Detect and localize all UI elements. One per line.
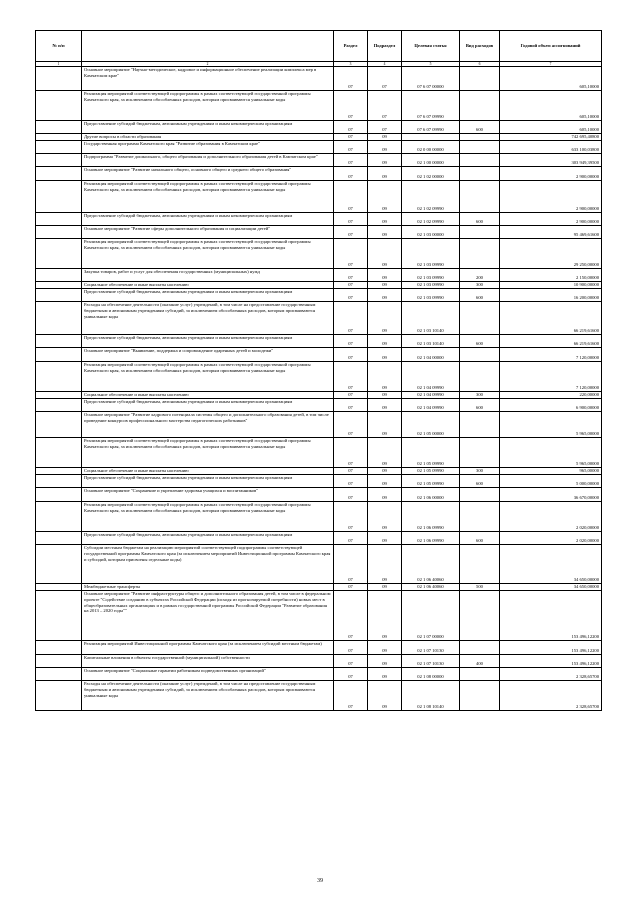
row-amount-cell: 5 000,00000 [500, 475, 602, 488]
row-target-article-cell: 07 6 07 09990 [402, 91, 460, 121]
header-expense-type: Вид расходов [460, 31, 500, 62]
row-num-cell [36, 475, 82, 488]
row-section-cell: 07 [334, 502, 368, 532]
row-amount-cell: 10 900,00000 [500, 282, 602, 289]
row-amount-cell: 95 469,61600 [500, 226, 602, 239]
row-name-cell: Подпрограмма "Развитие дошкольного, общего образования и дополнительного образования детей в Камчатском крае" [82, 154, 334, 167]
row-expense-type-cell [460, 502, 500, 532]
row-target-article-cell: 02 1 05 09990 [402, 438, 460, 468]
row-amount-cell: 303 949,39500 [500, 154, 602, 167]
row-amount-cell: 36 670,00000 [500, 488, 602, 502]
table-row [36, 67, 602, 91]
table-row [36, 584, 602, 591]
row-amount-cell: 16 200,00000 [500, 289, 602, 302]
row-target-article-cell: 02 1 04 09990 [402, 362, 460, 392]
row-name-cell: Капитальные вложения в объекты государственной (муниципальной) собственности [82, 655, 334, 668]
row-subsection-cell: 09 [368, 584, 402, 591]
row-subsection-cell: 09 [368, 475, 402, 488]
table-row [36, 335, 602, 348]
row-num-cell [36, 655, 82, 668]
row-expense-type-cell: 300 [460, 282, 500, 289]
row-num-cell [36, 362, 82, 392]
row-name-cell: Реализация мероприятий соответствующей подпрограммы в рамках соответствующей государственной программы Камчатского края, за исключением обособленных расходов, которым присваиваются уникальные коды [82, 502, 334, 532]
row-num-cell [36, 141, 82, 154]
table-row [36, 348, 602, 362]
row-name-cell: Предоставление субсидий бюджетным, автономным учреждениям и иным некоммерческим организациям [82, 335, 334, 348]
table-row [36, 668, 602, 681]
table-row [36, 141, 602, 154]
row-num-cell [36, 681, 82, 711]
row-section-cell: 07 [334, 468, 368, 475]
row-subsection-cell: 07 [368, 121, 402, 134]
row-target-article-cell: 02 1 06 40060 [402, 584, 460, 591]
table-row [36, 289, 602, 302]
row-num-cell [36, 392, 82, 399]
table-row [36, 181, 602, 213]
row-section-cell: 07 [334, 475, 368, 488]
row-subsection-cell: 09 [368, 269, 402, 282]
row-num-cell [36, 213, 82, 226]
row-subsection-cell: 09 [368, 213, 402, 226]
table-row [36, 591, 602, 641]
row-num-cell [36, 488, 82, 502]
row-subsection-cell: 09 [368, 545, 402, 584]
row-section-cell: 07 [334, 362, 368, 392]
row-target-article-cell: 02 1 03 09990 [402, 282, 460, 289]
row-num-cell [36, 181, 82, 213]
row-amount-cell: 633 100,03800 [500, 141, 602, 154]
row-target-article-cell: 02 1 03 09990 [402, 269, 460, 282]
row-num-cell [36, 289, 82, 302]
table-row [36, 121, 602, 134]
table-row [36, 655, 602, 668]
row-section-cell: 07 [334, 239, 368, 269]
row-num-cell [36, 121, 82, 134]
row-expense-type-cell: 600 [460, 399, 500, 412]
row-subsection-cell: 09 [368, 468, 402, 475]
page-number: 39 [317, 878, 323, 884]
row-amount-cell: 2 020,00000 [500, 532, 602, 545]
row-amount-cell: 605,10000 [500, 67, 602, 91]
row-target-article-cell: 02 1 00 00000 [402, 154, 460, 167]
row-name-cell: Расходы на обеспечение деятельности (оказание услуг) учреждений, в том числе на предоставление государственным бюджетным и автономным учреждениям субсидий, за исключением обособленных расходов, которым присваиваются уникальные коды [82, 681, 334, 711]
row-num-cell [36, 226, 82, 239]
row-section-cell: 07 [334, 392, 368, 399]
row-num-cell [36, 302, 82, 335]
row-subsection-cell: 09 [368, 668, 402, 681]
row-section-cell: 07 [334, 681, 368, 711]
row-section-cell: 07 [334, 226, 368, 239]
row-amount-cell: 2 900,00000 [500, 181, 602, 213]
row-num-cell [36, 641, 82, 655]
row-section-cell: 07 [334, 399, 368, 412]
row-subsection-cell: 09 [368, 502, 402, 532]
row-expense-type-cell [460, 239, 500, 269]
row-expense-type-cell: 200 [460, 269, 500, 282]
row-amount-cell: 66 219,61600 [500, 302, 602, 335]
row-name-cell: Основное мероприятие "Выявление, поддержка и сопровождение одаренных детей и молодежи" [82, 348, 334, 362]
row-section-cell: 07 [334, 668, 368, 681]
row-target-article-cell: 02 1 04 09990 [402, 399, 460, 412]
row-name-cell: Основное мероприятие "Социальные гарантии работникам подведомственных организаций" [82, 668, 334, 681]
row-amount-cell: 7 120,00000 [500, 348, 602, 362]
row-section-cell: 07 [334, 335, 368, 348]
row-name-cell: Реализация мероприятий соответствующей подпрограммы в рамках соответствующей государственной программы Камчатского края, за исключением обособленных расходов, которым присваиваются уникальные коды [82, 438, 334, 468]
row-amount-cell: 66 219,61600 [500, 335, 602, 348]
row-expense-type-cell [460, 488, 500, 502]
column-number: 5 [402, 62, 460, 67]
table-row [36, 545, 602, 584]
table-header-row [36, 31, 602, 62]
table-row [36, 502, 602, 532]
row-num-cell [36, 502, 82, 532]
row-expense-type-cell [460, 154, 500, 167]
row-amount-cell: 153 496,12200 [500, 655, 602, 668]
row-subsection-cell: 09 [368, 532, 402, 545]
row-amount-cell: 2 328,65700 [500, 668, 602, 681]
row-target-article-cell: 02 1 05 09990 [402, 475, 460, 488]
header-annual-amount: Годовой объем ассигнований [500, 31, 602, 62]
row-section-cell: 07 [334, 289, 368, 302]
row-name-cell: Предоставление субсидий бюджетным, автономным учреждениям и иным некоммерческим организациям [82, 121, 334, 134]
row-expense-type-cell: 600 [460, 532, 500, 545]
header-name [82, 31, 334, 62]
row-amount-cell: 5 965,00000 [500, 438, 602, 468]
row-target-article-cell: 02 1 03 00000 [402, 226, 460, 239]
row-section-cell: 07 [334, 181, 368, 213]
row-name-cell: Предоставление субсидий бюджетным, автономным учреждениям и иным некоммерческим организациям [82, 213, 334, 226]
row-name-cell: Реализация мероприятий Инвестиционной программы Камчатского края (за исключением субсидий местным бюджетам) [82, 641, 334, 655]
table-row [36, 226, 602, 239]
row-target-article-cell: 02 1 08 10140 [402, 681, 460, 711]
row-expense-type-cell [460, 591, 500, 641]
row-name-cell: Государственная программа Камчатского края "Развитие образования в Камчатском крае" [82, 141, 334, 154]
row-expense-type-cell: 500 [460, 584, 500, 591]
row-subsection-cell: 09 [368, 302, 402, 335]
row-target-article-cell [402, 134, 460, 141]
row-name-cell: Основное мероприятие "Развитие сферы дополнительного образования и социализации детей" [82, 226, 334, 239]
row-subsection-cell: 09 [368, 392, 402, 399]
row-name-cell: Реализация мероприятий соответствующей подпрограммы в рамках соответствующей государственной программы Камчатского края, за исключением обособленных расходов, которым присваиваются уникальные коды [82, 91, 334, 121]
row-target-article-cell: 02 1 07 10130 [402, 655, 460, 668]
row-subsection-cell: 09 [368, 348, 402, 362]
row-amount-cell: 2 328,65700 [500, 681, 602, 711]
row-target-article-cell: 02 1 04 09990 [402, 392, 460, 399]
row-section-cell: 07 [334, 269, 368, 282]
row-expense-type-cell [460, 438, 500, 468]
table-row [36, 91, 602, 121]
row-expense-type-cell: 600 [460, 213, 500, 226]
row-subsection-cell: 09 [368, 239, 402, 269]
table-row [36, 468, 602, 475]
row-num-cell [36, 167, 82, 181]
row-subsection-cell: 09 [368, 412, 402, 438]
row-subsection-cell: 09 [368, 289, 402, 302]
row-num-cell [36, 134, 82, 141]
row-num-cell [36, 399, 82, 412]
table-row [36, 475, 602, 488]
row-expense-type-cell: 400 [460, 655, 500, 668]
row-section-cell: 07 [334, 545, 368, 584]
budget-table [35, 30, 602, 711]
row-expense-type-cell: 300 [460, 468, 500, 475]
row-expense-type-cell [460, 641, 500, 655]
row-amount-cell: 29 250,00000 [500, 239, 602, 269]
row-num-cell [36, 335, 82, 348]
table-row [36, 532, 602, 545]
row-target-article-cell: 02 1 07 00000 [402, 591, 460, 641]
column-number: 2 [82, 62, 334, 67]
row-expense-type-cell [460, 362, 500, 392]
table-row [36, 269, 602, 282]
row-target-article-cell: 07 6 07 00000 [402, 67, 460, 91]
row-amount-cell: 2 020,00000 [500, 502, 602, 532]
row-subsection-cell: 09 [368, 181, 402, 213]
row-name-cell: Социальное обеспечение и иные выплаты населению [82, 392, 334, 399]
row-subsection-cell: 09 [368, 226, 402, 239]
row-target-article-cell: 02 1 03 10140 [402, 302, 460, 335]
row-num-cell [36, 468, 82, 475]
row-section-cell: 07 [334, 154, 368, 167]
table-row [36, 488, 602, 502]
table-row [36, 239, 602, 269]
row-num-cell [36, 269, 82, 282]
row-target-article-cell: 02 0 00 00000 [402, 141, 460, 154]
row-name-cell: Социальное обеспечение и иные выплаты населению [82, 282, 334, 289]
row-expense-type-cell [460, 668, 500, 681]
row-subsection-cell: 09 [368, 641, 402, 655]
table-row [36, 681, 602, 711]
row-amount-cell: 6 900,00000 [500, 399, 602, 412]
table-row [36, 362, 602, 392]
row-amount-cell: 34 650,00000 [500, 545, 602, 584]
row-name-cell: Предоставление субсидий бюджетным, автономным учреждениям и иным некоммерческим организациям [82, 289, 334, 302]
column-number: 7 [500, 62, 602, 67]
table-row [36, 282, 602, 289]
row-amount-cell: 2 150,00000 [500, 269, 602, 282]
row-num-cell [36, 282, 82, 289]
row-expense-type-cell [460, 167, 500, 181]
row-target-article-cell: 02 1 08 00000 [402, 668, 460, 681]
row-target-article-cell: 02 1 02 09990 [402, 213, 460, 226]
row-name-cell: Основное мероприятие "Развитие кадрового потенциала системы общего и дополнительного образования детей, в том числе проведение конкурсов профессионального мастерства педагогических работников" [82, 412, 334, 438]
row-subsection-cell: 09 [368, 134, 402, 141]
row-num-cell [36, 239, 82, 269]
row-amount-cell: 2 900,00000 [500, 167, 602, 181]
row-target-article-cell: 02 1 06 09990 [402, 532, 460, 545]
header-num: № п/п [36, 31, 82, 62]
header-section: Раздел [334, 31, 368, 62]
row-name-cell: Социальное обеспечение и иные выплаты населению [82, 468, 334, 475]
header-target-article: Целевая статья [402, 31, 460, 62]
row-name-cell: Межбюджетные трансферты [82, 584, 334, 591]
row-section-cell: 07 [334, 591, 368, 641]
row-section-cell: 07 [334, 641, 368, 655]
row-section-cell: 07 [334, 412, 368, 438]
row-target-article-cell: 02 1 06 09990 [402, 502, 460, 532]
row-expense-type-cell [460, 67, 500, 91]
table-row [36, 167, 602, 181]
row-target-article-cell: 02 1 04 00000 [402, 348, 460, 362]
table-row [36, 134, 602, 141]
row-subsection-cell: 09 [368, 335, 402, 348]
row-subsection-cell: 09 [368, 362, 402, 392]
row-section-cell: 07 [334, 134, 368, 141]
row-name-cell: Предоставление субсидий бюджетным, автономным учреждениям и иным некоммерческим организациям [82, 399, 334, 412]
row-amount-cell: 34 650,00000 [500, 584, 602, 591]
column-number: 6 [460, 62, 500, 67]
row-subsection-cell: 09 [368, 282, 402, 289]
row-expense-type-cell [460, 141, 500, 154]
row-expense-type-cell [460, 412, 500, 438]
row-name-cell: Расходы на обеспечение деятельности (оказание услуг) учреждений, в том числе на предоставление государственным бюджетным и автономным учреждениям субсидий, за исключением обособленных расходов, которым присваиваются уникальные коды [82, 302, 334, 335]
row-expense-type-cell [460, 545, 500, 584]
table-row [36, 641, 602, 655]
row-subsection-cell: 09 [368, 399, 402, 412]
row-subsection-cell: 07 [368, 91, 402, 121]
row-num-cell [36, 584, 82, 591]
row-section-cell: 07 [334, 167, 368, 181]
row-amount-cell: 220,00000 [500, 392, 602, 399]
row-subsection-cell: 09 [368, 141, 402, 154]
row-expense-type-cell: 600 [460, 289, 500, 302]
row-amount-cell: 5 965,00000 [500, 412, 602, 438]
row-name-cell: Субсидии местным бюджетам на реализацию мероприятий соответствующей подпрограммы соответствующей государственной программы Камчатского края (за исключением мероприятий Инвестиционной программы Камчатского края и субсидий, которым присвоены отдельные коды) [82, 545, 334, 584]
row-amount-cell: 153 496,12200 [500, 641, 602, 655]
row-name-cell: Закупка товаров, работ и услуг для обеспечения государственных (муниципальных) нужд [82, 269, 334, 282]
row-num-cell [36, 438, 82, 468]
row-amount-cell: 153 496,12200 [500, 591, 602, 641]
row-num-cell [36, 412, 82, 438]
row-section-cell: 07 [334, 67, 368, 91]
row-expense-type-cell: 300 [460, 392, 500, 399]
row-target-article-cell: 07 6 07 09990 [402, 121, 460, 134]
row-name-cell: Основное мероприятие "Развитие инфраструктуры общего и дополнительного образования детей, в том числе в федеральном проекте "Содействие созданию в субъектах Российской Федерации (исходя из прогнозируемой потребности) новых мест в общеобразовательных организациях и в рамках государственной программы Российской Федерации "Развитие образования на 2013 – 2020 годы"" [82, 591, 334, 641]
column-number: 1 [36, 62, 82, 67]
row-target-article-cell: 02 1 07 10130 [402, 641, 460, 655]
row-subsection-cell: 09 [368, 591, 402, 641]
row-amount-cell: 605,10000 [500, 121, 602, 134]
table-row [36, 399, 602, 412]
row-expense-type-cell [460, 134, 500, 141]
row-name-cell: Реализация мероприятий соответствующей подпрограммы в рамках соответствующей государственной программы Камчатского края, за исключением обособленных расходов, которым присваиваются уникальные коды [82, 362, 334, 392]
table-row [36, 438, 602, 468]
row-subsection-cell: 09 [368, 154, 402, 167]
row-expense-type-cell [460, 302, 500, 335]
row-expense-type-cell [460, 348, 500, 362]
row-name-cell: Предоставление субсидий бюджетным, автономным учреждениям и иным некоммерческим организациям [82, 532, 334, 545]
table-body [36, 67, 602, 711]
row-section-cell: 07 [334, 488, 368, 502]
row-target-article-cell: 02 1 03 09990 [402, 239, 460, 269]
row-name-cell: Другие вопросы в области образования [82, 134, 334, 141]
row-amount-cell: 7 120,00000 [500, 362, 602, 392]
row-expense-type-cell: 600 [460, 475, 500, 488]
row-subsection-cell: 09 [368, 167, 402, 181]
table-row [36, 213, 602, 226]
row-target-article-cell: 02 1 06 40060 [402, 545, 460, 584]
row-section-cell: 07 [334, 282, 368, 289]
row-subsection-cell: 07 [368, 67, 402, 91]
row-expense-type-cell: 600 [460, 335, 500, 348]
row-name-cell: Предоставление субсидий бюджетным, автономным учреждениям и иным некоммерческим организациям [82, 475, 334, 488]
table-row [36, 412, 602, 438]
row-subsection-cell: 09 [368, 488, 402, 502]
row-section-cell: 07 [334, 584, 368, 591]
row-num-cell [36, 154, 82, 167]
row-expense-type-cell: 600 [460, 121, 500, 134]
row-expense-type-cell [460, 181, 500, 213]
row-num-cell [36, 545, 82, 584]
row-target-article-cell: 02 1 03 10140 [402, 335, 460, 348]
row-num-cell [36, 91, 82, 121]
row-name-cell: Реализация мероприятий соответствующей подпрограммы в рамках соответствующей государственной программы Камчатского края, за исключением обособленных расходов, которым присваиваются уникальные коды [82, 181, 334, 213]
row-name-cell: Основное мероприятие "Научно-методическое, кадровое и информационное обеспечение реализации комплекса мер в Камчатском крае" [82, 67, 334, 91]
row-section-cell: 07 [334, 213, 368, 226]
row-target-article-cell: 02 1 06 00000 [402, 488, 460, 502]
row-section-cell: 07 [334, 141, 368, 154]
table-row [36, 154, 602, 167]
row-section-cell: 07 [334, 121, 368, 134]
row-section-cell: 07 [334, 302, 368, 335]
row-section-cell: 07 [334, 438, 368, 468]
row-name-cell: Основное мероприятие "Развитие начального общего, основного общего и среднего общего образования" [82, 167, 334, 181]
table-row [36, 392, 602, 399]
row-section-cell: 07 [334, 655, 368, 668]
row-subsection-cell: 09 [368, 438, 402, 468]
row-target-article-cell: 02 1 05 00000 [402, 412, 460, 438]
row-name-cell: Реализация мероприятий соответствующей подпрограммы в рамках соответствующей государственной программы Камчатского края, за исключением обособленных расходов, которым присваиваются уникальные коды [82, 239, 334, 269]
row-amount-cell: 742 695,40800 [500, 134, 602, 141]
row-expense-type-cell [460, 226, 500, 239]
row-expense-type-cell [460, 681, 500, 711]
column-number: 4 [368, 62, 402, 67]
row-name-cell: Основное мероприятие "Сохранение и укрепление здоровья учащихся и воспитанников" [82, 488, 334, 502]
row-section-cell: 07 [334, 348, 368, 362]
row-num-cell [36, 591, 82, 641]
row-subsection-cell: 09 [368, 655, 402, 668]
row-num-cell [36, 67, 82, 91]
row-target-article-cell: 02 1 03 09990 [402, 289, 460, 302]
row-section-cell: 07 [334, 532, 368, 545]
row-expense-type-cell [460, 91, 500, 121]
row-target-article-cell: 02 1 02 09990 [402, 181, 460, 213]
row-amount-cell: 605,10000 [500, 91, 602, 121]
row-num-cell [36, 532, 82, 545]
row-target-article-cell: 02 1 05 09990 [402, 468, 460, 475]
table-row [36, 302, 602, 335]
column-number: 3 [334, 62, 368, 67]
row-section-cell: 07 [334, 91, 368, 121]
header-subsection: Подраздел [368, 31, 402, 62]
row-amount-cell: 2 900,00000 [500, 213, 602, 226]
row-num-cell [36, 668, 82, 681]
row-amount-cell: 965,00000 [500, 468, 602, 475]
row-num-cell [36, 348, 82, 362]
row-target-article-cell: 02 1 02 00000 [402, 167, 460, 181]
row-subsection-cell: 09 [368, 681, 402, 711]
